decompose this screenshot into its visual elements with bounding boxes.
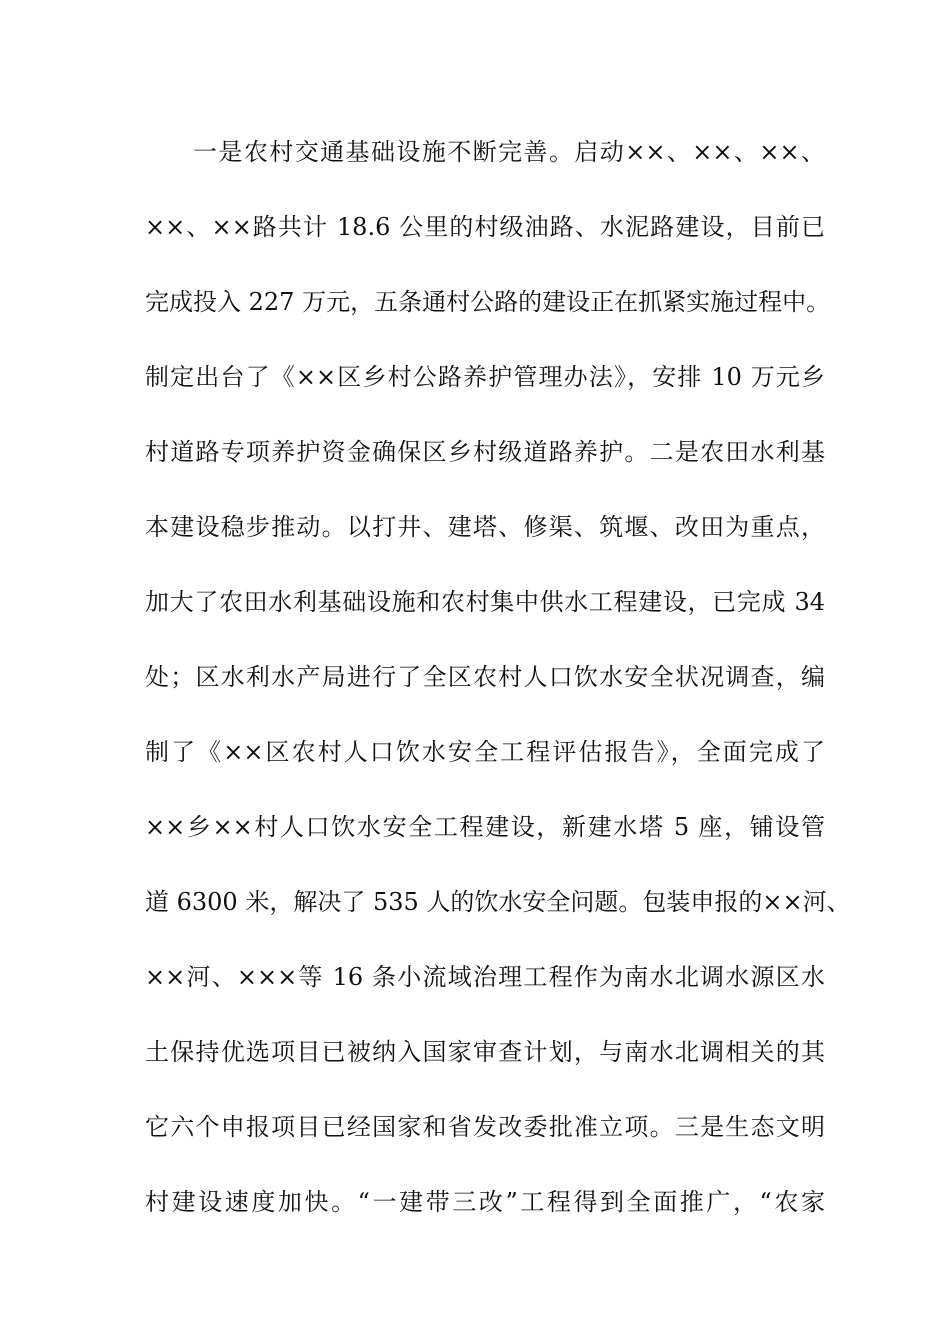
paragraph-line-4: 制定出台了《××区乡村公路养护管理办法》，安排 10 万元乡 (145, 363, 825, 391)
paragraph-line-12: ××河、×××等 16 条小流域治理工程作为南水北调水源区水 (145, 963, 825, 991)
paragraph-line-8: 处；区水利水产局进行了全区农村人口饮水安全状况调查，编 (145, 663, 825, 691)
paragraph-line-11: 道 6300 米，解决了 535 人的饮水安全问题。包装申报的××河、 (145, 888, 851, 916)
paragraph-line-6: 本建设稳步推动。以打井、建塔、修渠、筑堰、改田为重点， (145, 513, 825, 541)
paragraph-line-1: 一是农村交通基础设施不断完善。启动××、××、××、 (193, 138, 825, 166)
paragraph-line-5: 村道路专项养护资金确保区乡村级道路养护。二是农田水利基 (145, 438, 825, 466)
paragraph-line-9: 制了《××区农村人口饮水安全工程评估报告》，全面完成了 (145, 738, 825, 766)
paragraph-line-15: 村建设速度加快。“一建带三改”工程得到全面推广，“农家 (145, 1188, 825, 1216)
paragraph-line-2: ××、××路共计 18.6 公里的村级油路、水泥路建设，目前已 (145, 213, 825, 241)
paragraph-line-14: 它六个申报项目已经国家和省发改委批准立项。三是生态文明 (145, 1113, 825, 1141)
paragraph-line-13: 土保持优选项目已被纳入国家审查计划，与南水北调相关的其 (145, 1038, 825, 1066)
paragraph-line-10: ××乡××村人口饮水安全工程建设，新建水塔 5 座，铺设管 (145, 813, 825, 841)
paragraph-line-3: 完成投入 227 万元，五条通村公路的建设正在抓紧实施过程中。 (145, 288, 831, 316)
paragraph-line-7: 加大了农田水利基础设施和农村集中供水工程建设，已完成 34 (145, 588, 825, 616)
